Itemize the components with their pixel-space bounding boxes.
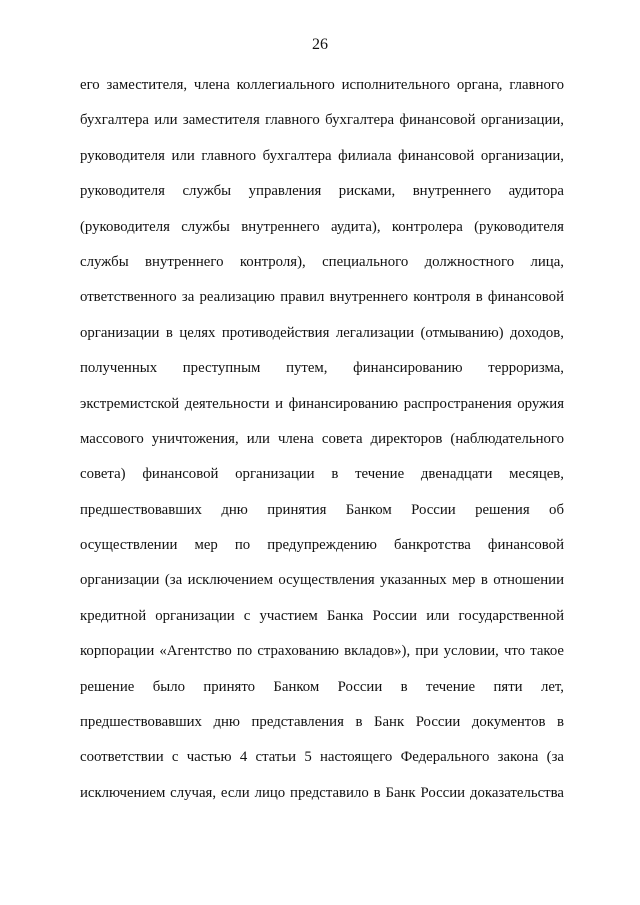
text-line: его заместителя, члена коллегиального исполнительного органа, главного [80, 77, 564, 93]
text-line: исключением случая, если лицо представило в Банк России доказательства [80, 784, 564, 801]
text-line: массового уничтожения, или члена совета директоров (наблюдательного [80, 430, 564, 447]
text-line: руководителя службы управления рисками, внутреннего аудитора [80, 183, 564, 200]
text-line: предшествовавших дню принятия Банком России решения об [80, 501, 564, 518]
text-line: экстремистской деятельности и финансированию распространения оружия [80, 395, 564, 412]
text-line: корпорации «Агентство по страхованию вкладов»), при условии, что такое [80, 643, 564, 660]
text-line: бухгалтера или заместителя главного бухгалтера финансовой организации, [80, 112, 564, 129]
text-line: руководителя или главного бухгалтера филиала финансовой организации, [80, 147, 564, 164]
text-line: соответствии с частью 4 статьи 5 настоящего Федерального закона (за [80, 749, 564, 766]
text-line: предшествовавших дню представления в Банк России документов в [80, 714, 564, 731]
body-text [80, 74, 564, 817]
text-line: ответственного за реализацию правил внутреннего контроля в финансовой [80, 289, 564, 306]
text-line: организации (за исключением осуществления указанных мер в отношении [80, 572, 564, 589]
text-line: совета) финансовой организации в течение двенадцати месяцев, [80, 466, 564, 483]
text-line: кредитной организации с участием Банка России или государственной [80, 607, 564, 624]
text-line: организации в целях противодействия легализации (отмыванию) доходов, [80, 324, 564, 341]
text-line: осуществлении мер по предупреждению банкротства финансовой [80, 537, 564, 554]
text-line: службы внутреннего контроля), специального должностного лица, [80, 253, 564, 270]
text-line: решение было принято Банком России в течение пяти лет, [80, 678, 564, 695]
text-line: полученных преступным путем, финансированию терроризма, [80, 360, 564, 377]
page-number: 26 [312, 36, 328, 53]
text-line: (руководителя службы внутреннего аудита), контролера (руководителя [80, 218, 564, 235]
